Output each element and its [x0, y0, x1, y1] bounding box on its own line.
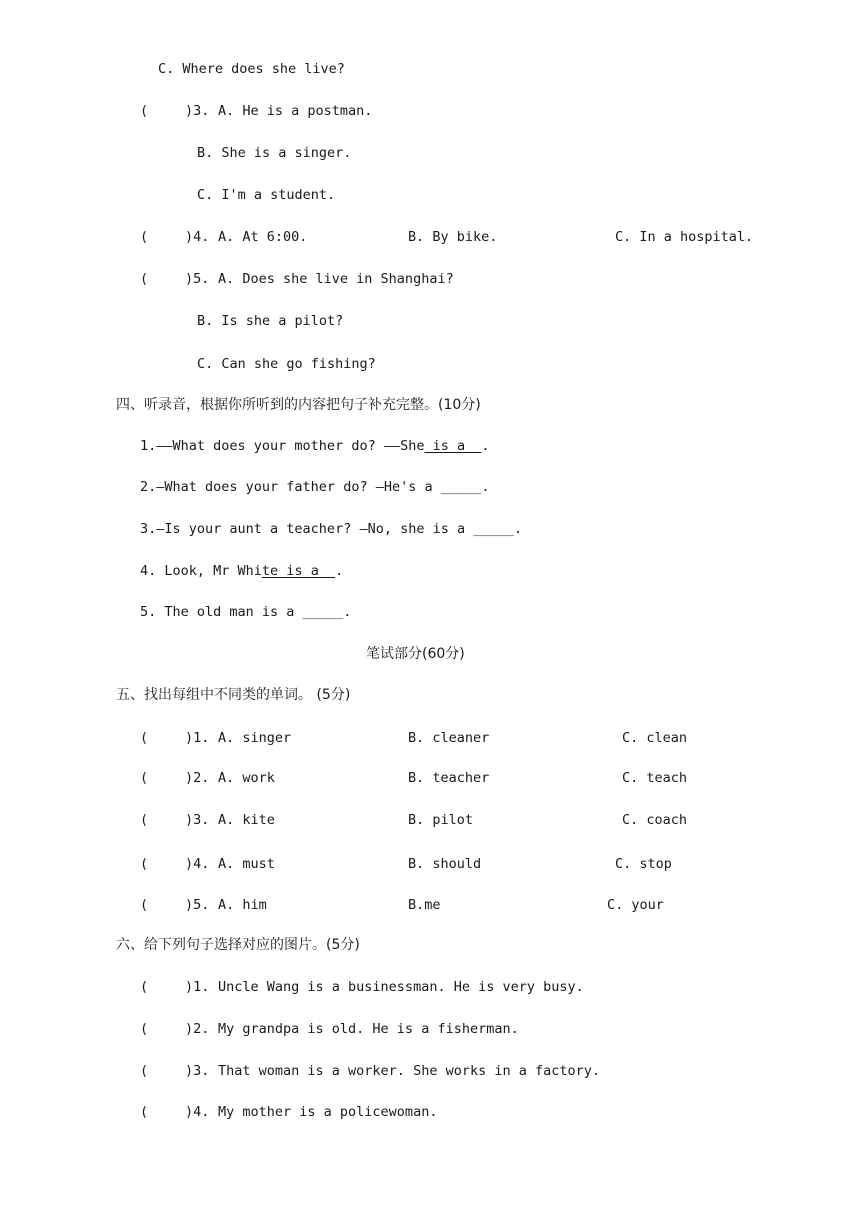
- option-q3-a: A. He is a postman.: [218, 103, 373, 119]
- written-part-title: 笔试部分(60分): [366, 646, 465, 662]
- question-number-q3: )3.: [185, 103, 210, 119]
- s5-option-a-3: A. kite: [218, 812, 275, 828]
- section-6-title: 六、给下列句子选择对应的图片。(5分): [116, 937, 360, 953]
- s5-option-c-2: C. teach: [622, 770, 688, 786]
- s5-option-b-2: B. teacher: [408, 770, 490, 786]
- question-number-q4: )4.: [185, 229, 210, 245]
- fill-item-1-blank[interactable]: is a: [424, 438, 482, 454]
- fill-item-4-blank[interactable]: te is a: [261, 563, 336, 579]
- s6-paren-3[interactable]: (: [140, 1063, 149, 1079]
- fill-item-2: 2.—What does your father do? —He's a _____.: [140, 479, 490, 495]
- s6-sentence-2: My grandpa is old. He is a fisherman.: [218, 1021, 519, 1037]
- option-q4-c: C. In a hospital.: [615, 229, 754, 245]
- s5-number-5: )5.: [185, 897, 210, 913]
- question-number-q5: )5.: [185, 271, 210, 287]
- s5-paren-3[interactable]: (: [140, 812, 149, 828]
- s5-option-b-3: B. pilot: [408, 812, 474, 828]
- s6-paren-2[interactable]: (: [140, 1021, 149, 1037]
- fill-item-4-end: .: [335, 563, 344, 579]
- fill-item-3: 3.—Is your aunt a teacher? —No, she is a _____.: [140, 521, 523, 537]
- option-q3-c: C. I'm a student.: [197, 187, 336, 203]
- s5-number-3: )3.: [185, 812, 210, 828]
- s6-sentence-3: That woman is a worker. She works in a factory.: [218, 1063, 601, 1079]
- fill-item-4-text: 4. Look, Mr Whi: [140, 563, 262, 579]
- option-q5-c: C. Can she go fishing?: [197, 356, 376, 372]
- s5-paren-1[interactable]: (: [140, 730, 149, 746]
- section-4-title: 四、听录音，根据你所听到的内容把句子补充完整。(10分): [116, 397, 481, 413]
- s5-number-2: )2.: [185, 770, 210, 786]
- option-q2-c: C. Where does she live?: [158, 61, 345, 77]
- s5-option-a-1: A. singer: [218, 730, 292, 746]
- s6-number-4: )4.: [185, 1104, 210, 1120]
- option-q5-a: A. Does she live in Shanghai?: [218, 271, 454, 287]
- s6-number-1: )1.: [185, 979, 210, 995]
- s6-paren-1[interactable]: (: [140, 979, 149, 995]
- fill-item-1-text: 1.——What does your mother do? ——She: [140, 438, 425, 454]
- s5-option-c-4: C. stop: [615, 856, 672, 872]
- s5-number-4: )4.: [185, 856, 210, 872]
- fill-item-4: [140, 562, 343, 580]
- s5-option-c-5: C. your: [607, 897, 664, 913]
- s6-number-3: )3.: [185, 1063, 210, 1079]
- s5-option-a-5: A. him: [218, 897, 267, 913]
- s5-number-1: )1.: [185, 730, 210, 746]
- option-q5-b: B. Is she a pilot?: [197, 313, 344, 329]
- s5-option-c-1: C. clean: [622, 730, 688, 746]
- s5-option-b-1: B. cleaner: [408, 730, 490, 746]
- option-q3-b: B. She is a singer.: [197, 145, 352, 161]
- s5-option-c-3: C. coach: [622, 812, 688, 828]
- s5-paren-4[interactable]: (: [140, 856, 149, 872]
- fill-item-1-end: .: [481, 438, 490, 454]
- s5-option-a-2: A. work: [218, 770, 275, 786]
- s6-paren-4[interactable]: (: [140, 1104, 149, 1120]
- s5-paren-5[interactable]: (: [140, 897, 149, 913]
- fill-item-1: [140, 437, 490, 455]
- fill-item-5: 5. The old man is a _____.: [140, 604, 352, 620]
- answer-paren-q5[interactable]: (: [140, 271, 149, 287]
- s6-sentence-4: My mother is a policewoman.: [218, 1104, 438, 1120]
- s6-sentence-1: Uncle Wang is a businessman. He is very busy.: [218, 979, 584, 995]
- answer-paren-q3[interactable]: (: [140, 103, 149, 119]
- s5-option-a-4: A. must: [218, 856, 275, 872]
- s5-paren-2[interactable]: (: [140, 770, 149, 786]
- option-q4-a: A. At 6:00.: [218, 229, 308, 245]
- s5-option-b-4: B. should: [408, 856, 482, 872]
- s5-option-b-5: B.me: [408, 897, 441, 913]
- option-q4-b: B. By bike.: [408, 229, 498, 245]
- answer-paren-q4[interactable]: (: [140, 229, 149, 245]
- section-5-title: 五、找出每组中不同类的单词。 (5分): [116, 687, 351, 703]
- s6-number-2: )2.: [185, 1021, 210, 1037]
